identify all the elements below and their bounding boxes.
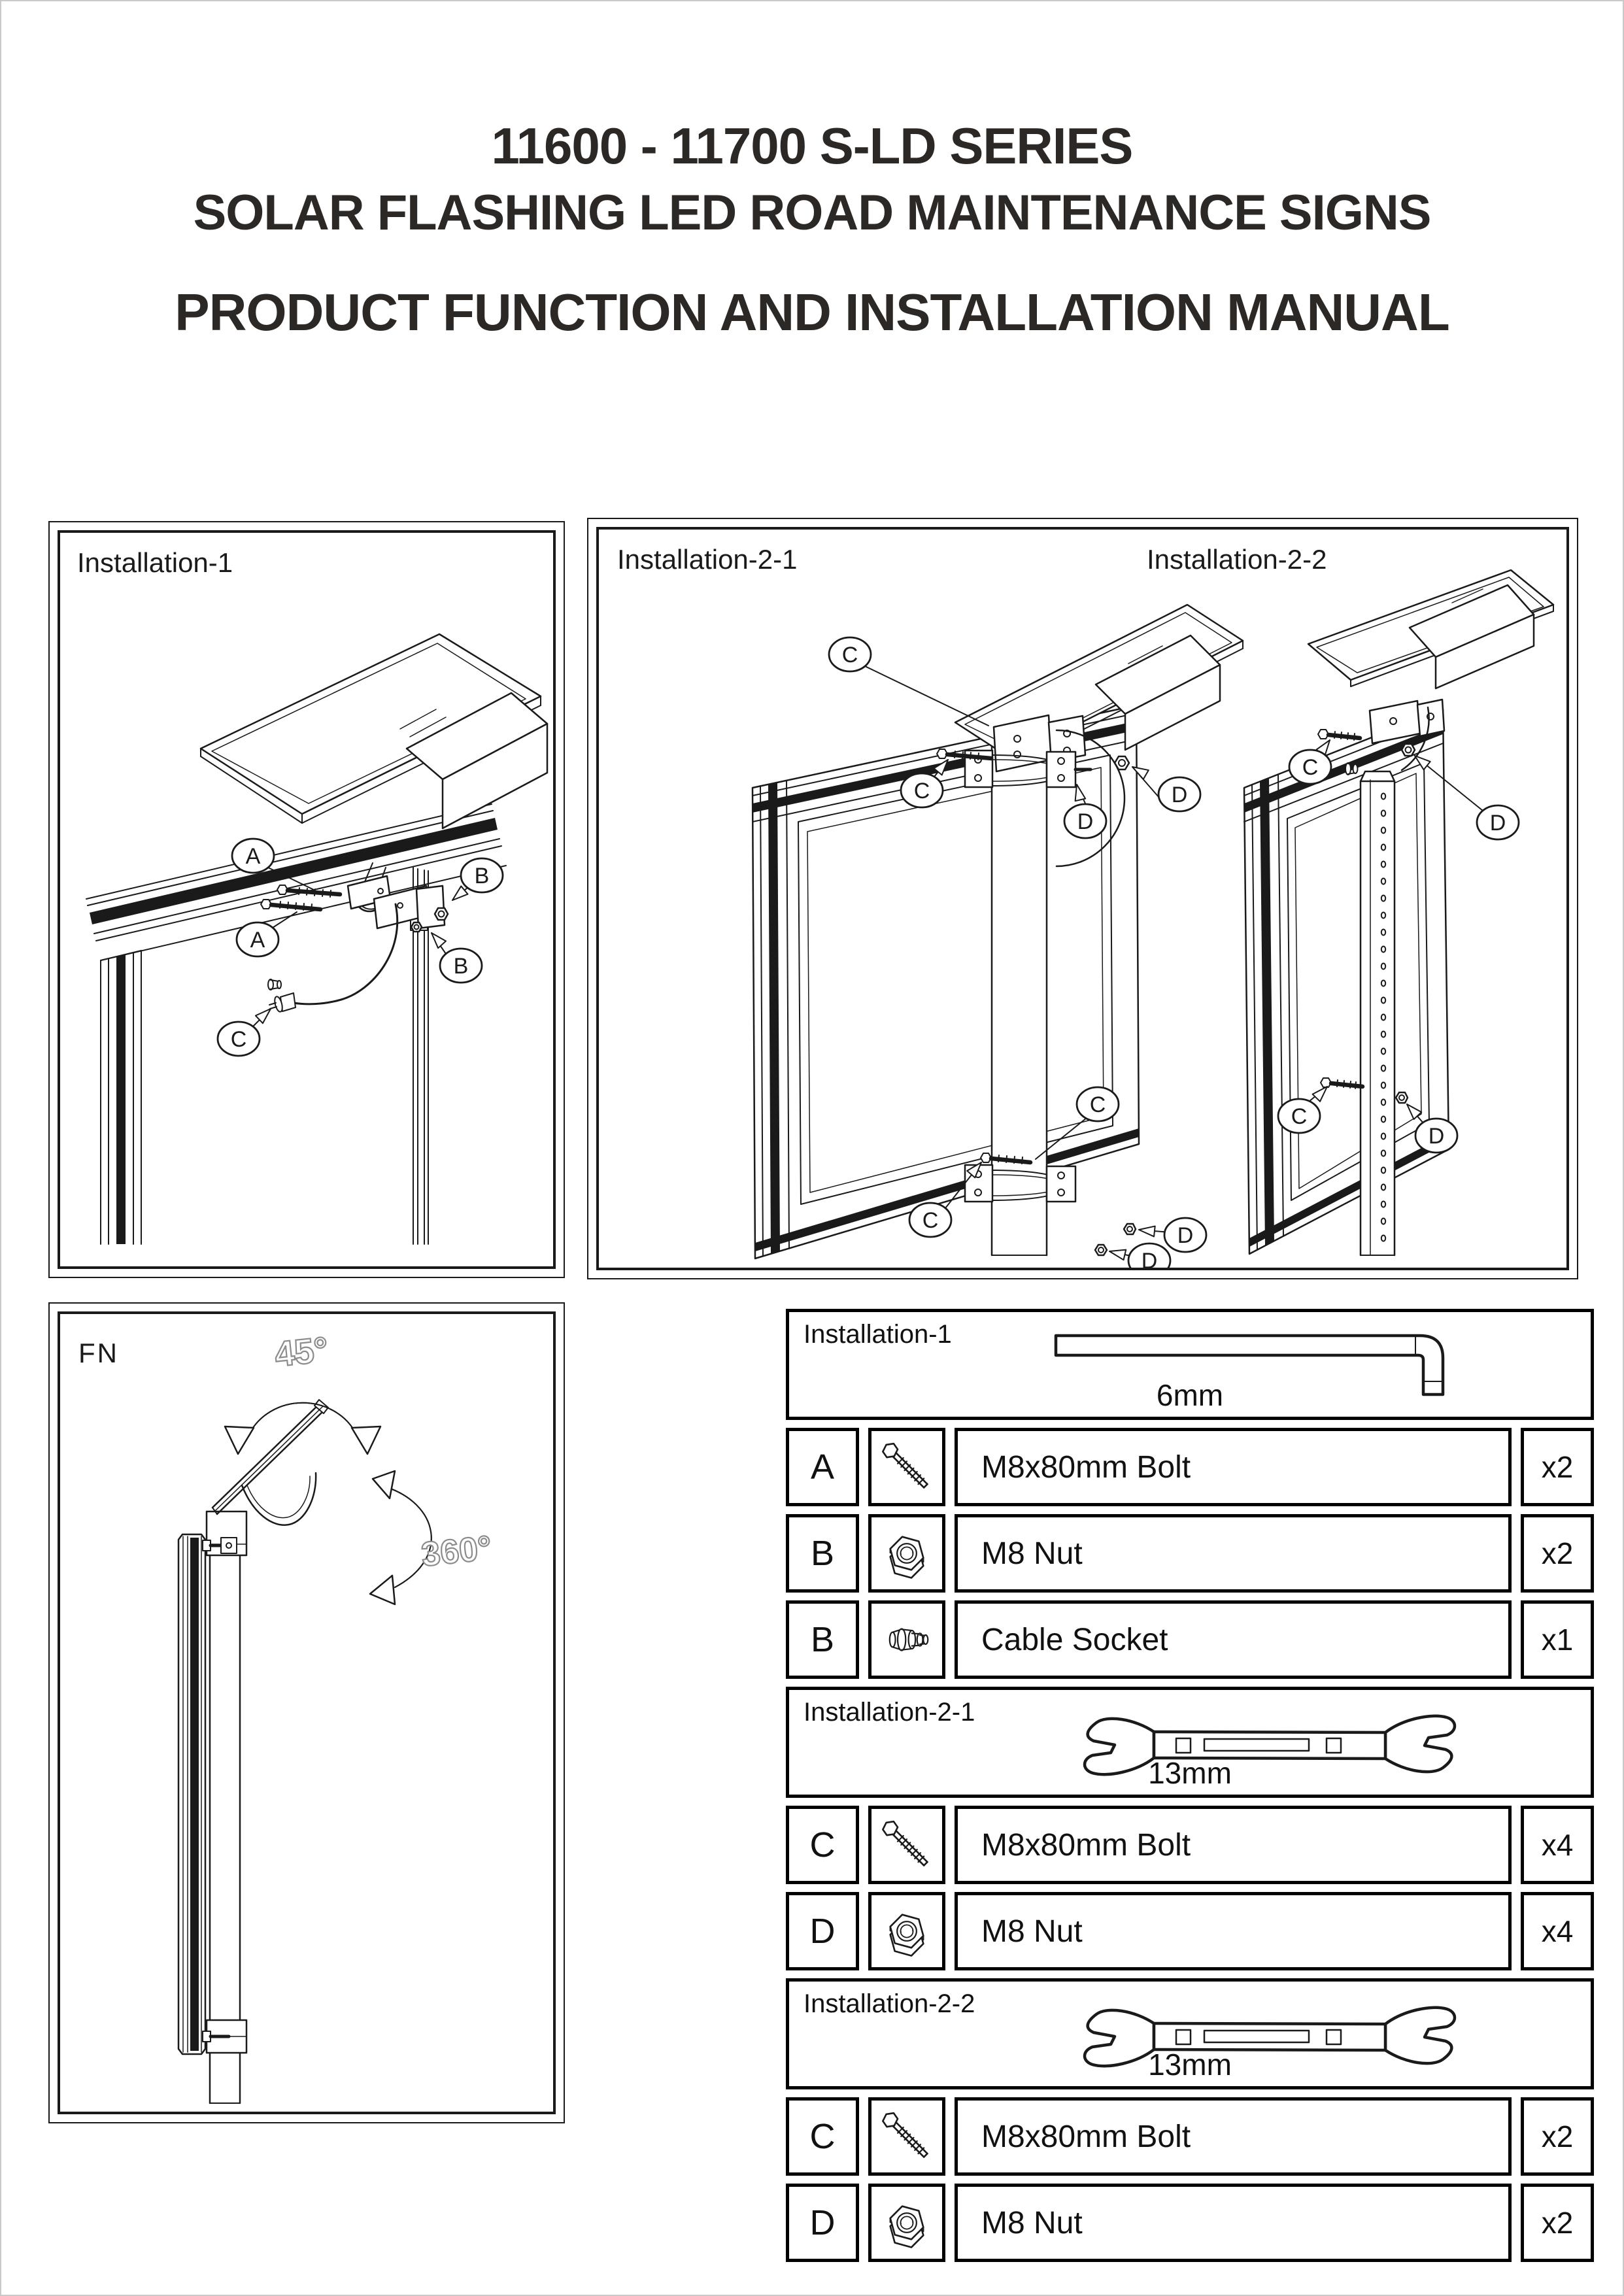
installation-2-panel bbox=[587, 518, 1578, 1279]
svg-text:C: C bbox=[841, 643, 858, 667]
svg-text:D: D bbox=[1428, 1124, 1445, 1149]
page-title-series: 11600 - 11700 S-LD SERIES bbox=[491, 117, 1133, 175]
part-key: C bbox=[786, 1806, 859, 1884]
fn-drawing bbox=[60, 1314, 553, 2112]
pivot-bracket-bottom bbox=[203, 2020, 246, 2053]
svg-text:45°: 45° bbox=[273, 1329, 330, 1375]
callout-2-1-d-bot1 bbox=[1108, 1243, 1170, 1268]
tool-size-label: 13mm bbox=[1148, 1756, 1232, 1790]
svg-text:C: C bbox=[1291, 1104, 1308, 1129]
part-desc: M8x80mm Bolt bbox=[955, 1428, 1512, 1506]
nut-d-lower-1 bbox=[1095, 1245, 1107, 1255]
part-key: B bbox=[786, 1514, 859, 1593]
part-qty: x2 bbox=[1521, 1428, 1594, 1506]
svg-text:B: B bbox=[453, 954, 469, 979]
sign-left-rail bbox=[101, 951, 141, 1244]
parts-header-label: Installation-1 bbox=[804, 1320, 952, 1349]
part-key: A bbox=[786, 1428, 859, 1506]
parts-header-label: Installation-2-1 bbox=[804, 1698, 975, 1727]
svg-text:C: C bbox=[230, 1027, 247, 1052]
installation-2-2-label: Installation-2-2 bbox=[1147, 544, 1327, 575]
sign-side-view bbox=[178, 1534, 205, 2054]
bolt-icon bbox=[875, 1436, 938, 1498]
callout-c bbox=[218, 1005, 274, 1056]
part-qty: x4 bbox=[1521, 1806, 1594, 1884]
installation-1-panel bbox=[48, 521, 565, 1278]
installation-2-drawing bbox=[599, 530, 1566, 1268]
rotate-360-arrow bbox=[370, 1471, 494, 1604]
parts-row-d-nut bbox=[786, 1892, 1594, 1970]
nut-b-2 bbox=[411, 922, 422, 932]
sign-2-2 bbox=[1244, 709, 1449, 1254]
nut-d-lower-2 bbox=[1124, 1224, 1136, 1234]
svg-text:D: D bbox=[1171, 783, 1188, 807]
sign-2-1 bbox=[753, 705, 1139, 1258]
parts-row-a-bolt bbox=[786, 1428, 1594, 1506]
svg-text:D: D bbox=[1077, 809, 1094, 834]
part-qty: x2 bbox=[1521, 2184, 1594, 2262]
part-desc: M8 Nut bbox=[955, 1514, 1512, 1593]
page-title-manual: PRODUCT FUNCTION AND INSTALLATION MANUAL bbox=[175, 283, 1449, 341]
solar-panel-side bbox=[212, 1400, 328, 1525]
parts-header-installation-2-1 bbox=[786, 1687, 1594, 1798]
nut-icon bbox=[875, 2191, 938, 2254]
parts-row-b-cable-socket bbox=[786, 1600, 1594, 1679]
installation-1-label: Installation-1 bbox=[77, 547, 233, 578]
bolt-icon bbox=[875, 1814, 938, 1876]
bolt-a-2 bbox=[261, 900, 320, 911]
parts-table bbox=[786, 1309, 1594, 2262]
svg-text:B: B bbox=[474, 864, 490, 888]
callout-2-1-d-right bbox=[1130, 762, 1200, 811]
bolt-icon bbox=[875, 2105, 938, 2168]
svg-text:D: D bbox=[1489, 811, 1506, 836]
parts-header-installation-1 bbox=[786, 1309, 1594, 1420]
page-title-product: SOLAR FLASHING LED ROAD MAINTENANCE SIGNS bbox=[193, 185, 1431, 241]
part-key: C bbox=[786, 2097, 859, 2176]
parts-header-label: Installation-2-2 bbox=[804, 1989, 975, 2018]
nut-icon bbox=[875, 1522, 938, 1585]
bolt-c-2-2-top bbox=[1318, 730, 1360, 740]
part-qty: x1 bbox=[1521, 1600, 1594, 1679]
svg-text:C: C bbox=[1302, 755, 1319, 780]
parts-row-d-nut-2 bbox=[786, 2184, 1594, 2262]
installation-1-drawing bbox=[60, 533, 553, 1266]
part-desc: M8x80mm Bolt bbox=[955, 2097, 1512, 2176]
nut-d-upper bbox=[1115, 756, 1129, 769]
tilt-45-arrow bbox=[225, 1330, 381, 1454]
post-side-view bbox=[210, 1511, 240, 2103]
part-desc: M8x80mm Bolt bbox=[955, 1806, 1512, 1884]
part-desc: Cable Socket bbox=[955, 1600, 1512, 1679]
svg-text:360°: 360° bbox=[419, 1528, 494, 1574]
svg-text:D: D bbox=[1141, 1249, 1158, 1268]
part-qty: x2 bbox=[1521, 1514, 1594, 1593]
cable-socket-icon bbox=[875, 1608, 938, 1671]
callout-a-2 bbox=[237, 912, 297, 956]
part-key: D bbox=[786, 2184, 859, 2262]
parts-row-b-nut bbox=[786, 1514, 1594, 1593]
part-key: B bbox=[786, 1600, 859, 1679]
callout-b-2 bbox=[428, 930, 482, 983]
round-pole bbox=[992, 713, 1047, 1255]
fn-label: FN bbox=[78, 1338, 119, 1368]
svg-text:D: D bbox=[1177, 1223, 1194, 1248]
ball-joint-bracket bbox=[348, 863, 445, 928]
svg-text:C: C bbox=[1089, 1092, 1106, 1117]
parts-row-c-bolt-2 bbox=[786, 2097, 1594, 2176]
svg-text:C: C bbox=[913, 779, 930, 803]
pivot-bracket-top bbox=[203, 1511, 246, 1555]
part-desc: M8 Nut bbox=[955, 2184, 1512, 2262]
nut-b-1 bbox=[435, 908, 448, 920]
fn-panel bbox=[48, 1302, 565, 2123]
nut-icon bbox=[875, 1900, 938, 1963]
perforated-post bbox=[1361, 771, 1395, 1255]
callout-2-2-c-top bbox=[1289, 737, 1334, 784]
nut-d-2-2-bottom bbox=[1396, 1092, 1408, 1103]
installation-2-1-label: Installation-2-1 bbox=[617, 544, 798, 575]
callout-b-1 bbox=[449, 858, 503, 904]
parts-row-c-bolt bbox=[786, 1806, 1594, 1884]
parts-header-installation-2-2 bbox=[786, 1978, 1594, 2089]
part-desc: M8 Nut bbox=[955, 1892, 1512, 1970]
tool-size-label: 13mm bbox=[1148, 2048, 1232, 2082]
svg-text:C: C bbox=[922, 1208, 939, 1233]
tool-size-label: 6mm bbox=[1156, 1378, 1224, 1412]
svg-text:A: A bbox=[245, 844, 261, 869]
part-key: D bbox=[786, 1892, 859, 1970]
callout-2-1-c-top bbox=[829, 637, 989, 726]
nut-d-2-2-top bbox=[1402, 744, 1415, 756]
svg-text:A: A bbox=[250, 928, 265, 953]
part-qty: x4 bbox=[1521, 1892, 1594, 1970]
part-qty: x2 bbox=[1521, 2097, 1594, 2176]
